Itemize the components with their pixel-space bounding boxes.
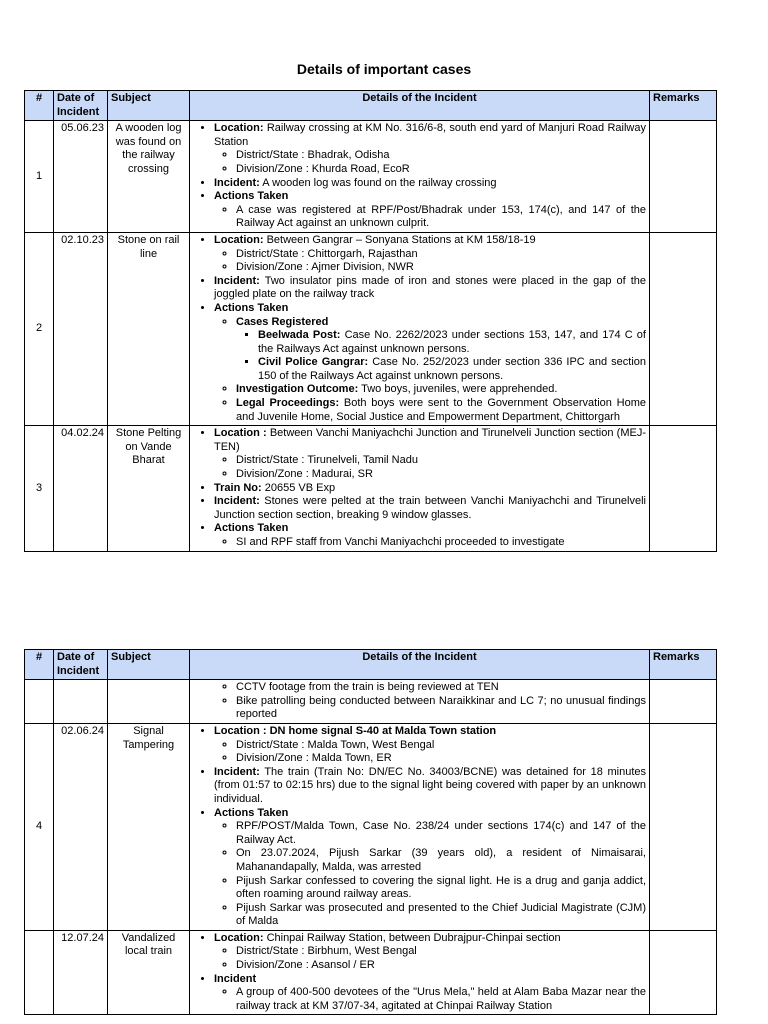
header-date: Date of Incident [54,91,108,121]
row-remarks [650,723,717,930]
incident-item [214,495,646,522]
actions-item [214,807,646,929]
location-label: Location : [214,427,267,440]
table-row [25,426,717,551]
actions-label: Actions Taken [214,190,289,203]
action-item: ◦ Pijush Sarkar was prosecuted and presented to the Chief Judicial Magistrate (CJM) of Malda [236,902,646,929]
incident-label: Incident: [214,176,260,189]
row-details [190,232,650,425]
legal-item [236,397,646,424]
train-item [214,482,646,496]
cases-table-2 [24,649,717,1015]
actions-item [214,522,646,549]
division-item: ◦ Division/Zone : Ajmer Division, NWR [236,261,646,275]
location-item [214,122,646,176]
location-text: Railway crossing at KM No. 316/6-8, south end yard of Manjuri Road Railway Station [214,122,646,148]
incident-detail-item: ◦ A group of 400-500 devotees of the "Urus Mela," held at Alam Baba Mazar near the railway track at KM 37/07-34, agitated at Chinpai Railway Station [236,986,646,1013]
outcome-label: Investigation Outcome: [236,383,359,396]
cases-registered-item [236,316,646,384]
action-item: ◦ RPF/POST/Malda Town, Case No. 238/24 under sections 174(c) and 147 of the Railway Act. [236,820,646,847]
division-item: ◦ Division/Zone : Malda Town, ER [236,752,646,766]
row-subject [108,680,190,724]
division-item: ◦ Division/Zone : Asansol / ER [236,959,646,973]
header-subject: Subject [108,650,190,680]
table-header-row [25,650,717,680]
action-item: ◦ Bike patrolling being conducted between Naraikkinar and LC 7; no unusual findings reported [236,695,646,722]
row-details [190,723,650,930]
incident-item [214,275,646,302]
location-label: Location: [214,233,264,246]
incident-text: Stones were pelted at the train between Vanchi Maniyachchi and Tirunelveli Junction section section, breaking 9 window glasses. [214,495,646,521]
row-date: 12.07.24 [54,930,108,1015]
action-item: ◦ Pijush Sarkar confessed to covering the signal light. He is a drug and ganja addict, often roaming around railway areas. [236,875,646,902]
incident-text: A wooden log was found on the railway crossing [262,176,497,189]
train-label: Train No: [214,481,262,494]
location-text: Between Vanchi Maniyachchi Junction and Tirunelveli Junction section (MEJ-TEN) [214,427,646,453]
row-details [190,930,650,1015]
table-row [25,680,717,724]
location-text: Between Gangrar – Sonyana Stations at KM 158/18-19 [266,233,536,246]
header-date: Date of Incident [54,650,108,680]
case-text: Case No. 252/2023 under section 336 IPC and section 150 of the Railways Act against unknown persons. [258,356,646,382]
table-row [25,121,717,233]
row-remarks [650,426,717,551]
row-details [190,680,650,724]
location-item [214,725,646,766]
action-item: ◦ SI and RPF staff from Vanchi Maniyachchi proceeded to investigate [236,536,646,550]
case-text: Case No. 2262/2023 under sections 153, 147, and 174 C of the Railways Act against unknown persons. [258,329,646,355]
incident-item [214,973,646,1014]
row-number: 3 [25,426,54,551]
header-details: Details of the Incident [190,91,650,121]
actions-item [214,190,646,231]
action-item: ◦ CCTV footage from the train is being reviewed at TEN [236,681,646,695]
legal-label: Legal Proceedings: [236,397,340,410]
row-details [190,121,650,233]
district-item: ◦ District/State : Bhadrak, Odisha [236,149,646,163]
location-label: Location : DN home signal S-40 at Malda Town station [214,724,497,737]
row-number [25,680,54,724]
header-details: Details of the Incident [190,650,650,680]
incident-text: Two insulator pins made of iron and stones were placed in the gap of the joggled plate on the railway track [214,274,646,301]
row-remarks [650,930,717,1015]
district-item: ◦ District/State : Malda Town, West Bengal [236,739,646,753]
row-details [190,426,650,551]
case-item [258,356,646,383]
incident-text: The train (Train No: DN/EC No. 34003/BCNE) was detained for 18 minutes (from 01:57 to 02:15 hrs) due to the signal light being covered with paper by an unknown individual. [214,765,646,805]
actions-label: Actions Taken [214,806,289,819]
row-date: 05.06.23 [54,121,108,233]
actions-label: Actions Taken [214,522,289,535]
row-number: 2 [25,232,54,425]
header-remarks: Remarks [650,91,717,121]
row-date: 02.06.24 [54,723,108,930]
row-subject: Stone on rail line [108,232,190,425]
incident-label: Incident: [214,495,260,508]
header-remarks: Remarks [650,650,717,680]
location-item [214,427,646,481]
incident-item [214,177,646,191]
district-item: ◦ District/State : Birbhum, West Bengal [236,945,646,959]
cases-table-1 [24,90,717,552]
header-num: # [25,650,54,680]
cases-label: Cases Registered [236,315,329,328]
division-item: ◦ Division/Zone : Khurda Road, EcoR [236,163,646,177]
header-num: # [25,91,54,121]
row-number [25,930,54,1015]
row-subject: A wooden log was found on the railway crossing [108,121,190,233]
district-item: ◦ District/State : Chittorgarh, Rajasthan [236,248,646,262]
location-item [214,234,646,275]
row-number: 4 [25,723,54,930]
case-item [258,329,646,356]
row-remarks [650,232,717,425]
header-subject: Subject [108,91,190,121]
row-remarks [650,121,717,233]
location-item [214,932,646,973]
table-row [25,232,717,425]
incident-label: Incident: [214,765,260,778]
district-item: ◦ District/State : Tirunelveli, Tamil Nadu [236,454,646,468]
table-row [25,723,717,930]
row-subject: Stone Pelting on Vande Bharat [108,426,190,551]
location-label: Location: [214,122,264,135]
table-header-row [25,91,717,121]
row-remarks [650,680,717,724]
row-date: 02.10.23 [54,232,108,425]
action-item: ◦ A case was registered at RPF/Post/Bhadrak under 153, 174(c), and 147 of the Railway Act against an unknown culprit. [236,204,646,231]
location-label: Location: [214,931,264,944]
row-subject: Signal Tampering [108,723,190,930]
outcome-item [236,383,646,397]
row-number: 1 [25,121,54,233]
incident-label: Incident [214,972,257,985]
row-subject: Vandalized local train [108,930,190,1015]
row-date [54,680,108,724]
actions-label: Actions Taken [214,301,289,314]
actions-item [214,302,646,424]
train-text: 20655 VB Exp [264,481,336,494]
location-text: Chinpai Railway Station, between Dubrajpur-Chinpai section [266,931,561,944]
outcome-text: Two boys, juveniles, were apprehended. [361,383,558,396]
incident-label: Incident: [214,274,260,287]
table-row [25,930,717,1015]
incident-item [214,766,646,807]
document-title: Details of important cases [296,61,472,77]
legal-text: Both boys were sent to the Government Observation Home and Juvenile Home, Social Justice and Empowerment Department, Chittorgarh [236,397,646,423]
division-item: ◦ Division/Zone : Madurai, SR [236,468,646,482]
row-date: 04.02.24 [54,426,108,551]
action-item: ◦ On 23.07.2024, Pijush Sarkar (39 years old), a resident of Nimaisarai, Mahanandapally, Malda, was arrested [236,847,646,874]
case-label: Civil Police Gangrar: [258,356,369,369]
case-label: Beelwada Post: [258,329,341,342]
